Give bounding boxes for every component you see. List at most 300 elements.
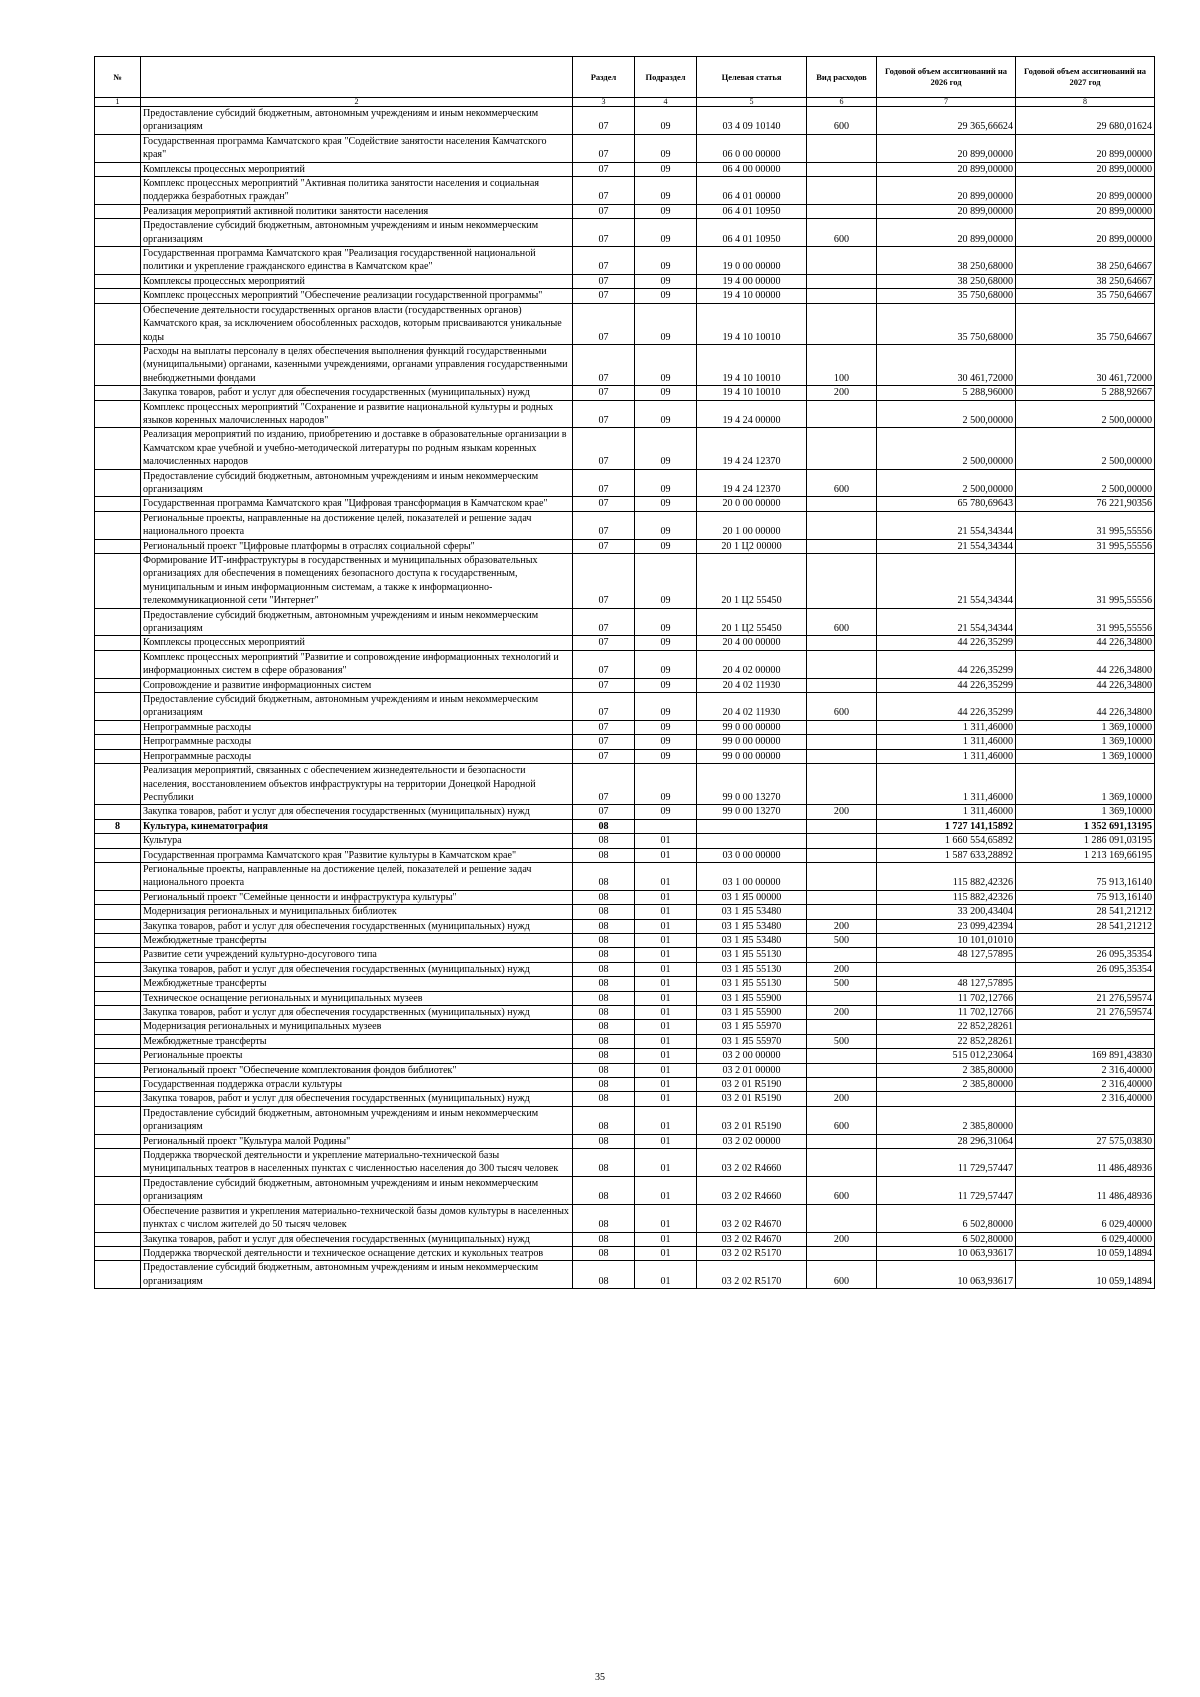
table-row: [95, 693, 1155, 721]
expense-name: Закупка товаров, работ и услуг для обеспечения государственных (муниципальных) нужд: [141, 805, 573, 819]
amount-2027: 20 899,00000: [1016, 134, 1155, 162]
target-article-code: 19 0 00 00000: [697, 247, 807, 275]
subsection-code: 09: [635, 539, 697, 553]
subsection-code: 01: [635, 948, 697, 962]
section-code: 08: [573, 933, 635, 947]
subsection-code: 09: [635, 162, 697, 176]
expense-name: Реализация мероприятий по изданию, приобретению и доставке в образовательные организации в Камчатском крае учебной и учебно-методической литературы по родным языкам коренных малочисленных народов: [141, 428, 573, 469]
table-row: [95, 511, 1155, 539]
row-number: [95, 1078, 141, 1092]
amount-2026: 35 750,68000: [877, 303, 1016, 344]
subsection-code: 09: [635, 693, 697, 721]
section-code: 08: [573, 1204, 635, 1232]
expense-name: Предоставление субсидий бюджетным, автономным учреждениям и иным некоммерческим организациям: [141, 1261, 573, 1289]
table-row: [95, 678, 1155, 692]
subsection-code: 09: [635, 735, 697, 749]
expense-name: Региональный проект "Цифровые платформы в отраслях социальной сферы": [141, 539, 573, 553]
expense-type-code: [807, 650, 877, 678]
target-article-code: 20 4 00 00000: [697, 636, 807, 650]
amount-2027: 1 369,10000: [1016, 720, 1155, 734]
amount-2027: 6 029,40000: [1016, 1232, 1155, 1246]
column-number: 7: [877, 98, 1016, 107]
section-code: 08: [573, 1049, 635, 1063]
expense-type-code: [807, 1149, 877, 1177]
section-code: 07: [573, 274, 635, 288]
target-article-code: 06 4 01 00000: [697, 177, 807, 205]
amount-2026: 2 500,00000: [877, 428, 1016, 469]
section-code: 07: [573, 693, 635, 721]
expense-type-code: [807, 162, 877, 176]
row-number: [95, 834, 141, 848]
target-article-code: 20 1 Ц2 00000: [697, 539, 807, 553]
table-row: [95, 289, 1155, 303]
amount-2026: 1 727 141,15892: [877, 819, 1016, 833]
expense-name: Комплекс процессных мероприятий "Активная политика занятости населения и социальная поддержка безработных граждан": [141, 177, 573, 205]
amount-2027: 10 059,14894: [1016, 1261, 1155, 1289]
amount-2027: 38 250,64667: [1016, 274, 1155, 288]
expense-type-code: [807, 1063, 877, 1077]
amount-2026: 30 461,72000: [877, 344, 1016, 385]
target-article-code: 19 4 00 00000: [697, 274, 807, 288]
table-row: [95, 1106, 1155, 1134]
target-article-code: [697, 819, 807, 833]
subsection-code: 09: [635, 497, 697, 511]
amount-2027: 75 913,16140: [1016, 862, 1155, 890]
row-number: [95, 1149, 141, 1177]
row-number: [95, 497, 141, 511]
amount-2027: 27 575,03830: [1016, 1134, 1155, 1148]
target-article-code: 03 2 02 R4660: [697, 1149, 807, 1177]
section-code: 07: [573, 749, 635, 763]
expense-type-code: [807, 1078, 877, 1092]
amount-2026: 1 311,46000: [877, 735, 1016, 749]
amount-2027: 30 461,72000: [1016, 344, 1155, 385]
row-number: [95, 1092, 141, 1106]
subsection-code: 09: [635, 720, 697, 734]
section-code: 08: [573, 1261, 635, 1289]
row-number: [95, 1006, 141, 1020]
expense-type-code: [807, 539, 877, 553]
amount-2026: 2 385,80000: [877, 1078, 1016, 1092]
target-article-code: 19 4 24 12370: [697, 469, 807, 497]
table-row: [95, 720, 1155, 734]
expense-type-code: [807, 1020, 877, 1034]
expense-name: Государственная программа Камчатского края "Реализация государственной национальной политики и укрепление гражданского единства в Камчатском крае": [141, 247, 573, 275]
target-article-code: 03 4 09 10140: [697, 107, 807, 135]
table-row: [95, 819, 1155, 833]
table-row: [95, 1049, 1155, 1063]
amount-2027: 44 226,34800: [1016, 650, 1155, 678]
expense-name: Региональный проект "Семейные ценности и инфраструктура культуры": [141, 890, 573, 904]
row-number: [95, 636, 141, 650]
subsection-code: 09: [635, 749, 697, 763]
row-number: [95, 1106, 141, 1134]
table-row: [95, 1063, 1155, 1077]
table-row: [95, 862, 1155, 890]
subsection-code: 09: [635, 344, 697, 385]
expense-type-code: [807, 289, 877, 303]
subsection-code: 09: [635, 554, 697, 609]
subsection-code: 09: [635, 204, 697, 218]
row-number: [95, 991, 141, 1005]
row-number: [95, 905, 141, 919]
amount-2027: 6 029,40000: [1016, 1204, 1155, 1232]
row-number: [95, 177, 141, 205]
section-code: 08: [573, 1006, 635, 1020]
budget-sheet: [94, 56, 1154, 1289]
amount-2027: 28 541,21212: [1016, 919, 1155, 933]
amount-2026: 5 288,96000: [877, 386, 1016, 400]
target-article-code: 19 4 10 10010: [697, 386, 807, 400]
section-code: 08: [573, 1078, 635, 1092]
expense-name: Комплексы процессных мероприятий: [141, 162, 573, 176]
expense-name: Региональные проекты: [141, 1049, 573, 1063]
amount-2027: 44 226,34800: [1016, 678, 1155, 692]
section-code: 07: [573, 497, 635, 511]
subsection-code: 09: [635, 636, 697, 650]
amount-2027: 75 913,16140: [1016, 890, 1155, 904]
expense-type-code: 600: [807, 469, 877, 497]
row-number: [95, 134, 141, 162]
section-code: 08: [573, 1134, 635, 1148]
amount-2026: 6 502,80000: [877, 1204, 1016, 1232]
target-article-code: 06 4 00 00000: [697, 162, 807, 176]
section-code: 08: [573, 862, 635, 890]
amount-2026: 38 250,68000: [877, 247, 1016, 275]
table-row: [95, 977, 1155, 991]
expense-name: Формирование ИТ-инфраструктуры в государственных и муниципальных образовательных организациях для обеспечения в помещениях безопасного доступа к государственным, муниципальным и иным информационным системам, а также к информационно-телекоммуникационной сети "Интернет": [141, 554, 573, 609]
amount-2026: 35 750,68000: [877, 289, 1016, 303]
table-row: [95, 469, 1155, 497]
row-number: [95, 608, 141, 636]
target-article-code: 03 1 Я5 55130: [697, 948, 807, 962]
target-article-code: 03 1 Я5 53480: [697, 919, 807, 933]
section-code: 07: [573, 608, 635, 636]
target-article-code: 06 4 01 10950: [697, 219, 807, 247]
row-number: [95, 274, 141, 288]
table-row: [95, 177, 1155, 205]
expense-name: Комплекс процессных мероприятий "Обеспечение реализации государственной программы": [141, 289, 573, 303]
amount-2026: 2 500,00000: [877, 400, 1016, 428]
section-code: 07: [573, 134, 635, 162]
subsection-code: 09: [635, 289, 697, 303]
amount-2026: 44 226,35299: [877, 650, 1016, 678]
expense-type-code: [807, 554, 877, 609]
subsection-code: 01: [635, 1006, 697, 1020]
expense-type-code: [807, 274, 877, 288]
row-number: [95, 890, 141, 904]
expense-type-code: [807, 948, 877, 962]
expense-name: Закупка товаров, работ и услуг для обеспечения государственных (муниципальных) нужд: [141, 1232, 573, 1246]
expense-name: Государственная программа Камчатского края "Развитие культуры в Камчатском крае": [141, 848, 573, 862]
row-number: [95, 107, 141, 135]
amount-2027: 26 095,35354: [1016, 962, 1155, 976]
section-code: 07: [573, 107, 635, 135]
row-number: [95, 386, 141, 400]
amount-2027: 31 995,55556: [1016, 554, 1155, 609]
amount-2026: 21 554,34344: [877, 554, 1016, 609]
amount-2026: 20 899,00000: [877, 219, 1016, 247]
amount-2027: 2 316,40000: [1016, 1078, 1155, 1092]
subsection-code: 01: [635, 1204, 697, 1232]
expense-name: Модернизация региональных и муниципальных библиотек: [141, 905, 573, 919]
expense-name: Непрограммные расходы: [141, 720, 573, 734]
section-code: 07: [573, 469, 635, 497]
expense-name: Предоставление субсидий бюджетным, автономным учреждениям и иным некоммерческим организациям: [141, 608, 573, 636]
amount-2027: 35 750,64667: [1016, 289, 1155, 303]
expense-name: Реализация мероприятий активной политики занятости населения: [141, 204, 573, 218]
expense-type-code: [807, 1246, 877, 1260]
target-article-code: 03 2 01 R5190: [697, 1092, 807, 1106]
target-article-code: 03 2 01 R5190: [697, 1078, 807, 1092]
header-subsection: Подраздел: [635, 57, 697, 98]
expense-name: Непрограммные расходы: [141, 749, 573, 763]
expense-name: Комплексы процессных мероприятий: [141, 274, 573, 288]
subsection-code: 09: [635, 219, 697, 247]
target-article-code: 99 0 00 00000: [697, 735, 807, 749]
amount-2026: 20 899,00000: [877, 204, 1016, 218]
expense-name: Государственная программа Камчатского края "Цифровая трансформация в Камчатском крае": [141, 497, 573, 511]
subsection-code: 01: [635, 834, 697, 848]
section-code: 07: [573, 400, 635, 428]
subsection-code: 01: [635, 1063, 697, 1077]
table-row: [95, 890, 1155, 904]
table-row: [95, 948, 1155, 962]
amount-2026: 515 012,23064: [877, 1049, 1016, 1063]
amount-2026: 44 226,35299: [877, 678, 1016, 692]
table-row: [95, 1232, 1155, 1246]
expense-type-code: [807, 720, 877, 734]
table-row: [95, 219, 1155, 247]
expense-name: Комплекс процессных мероприятий "Развитие и сопровождение информационных технологий и информационных систем в сфере образования": [141, 650, 573, 678]
amount-2027: 35 750,64667: [1016, 303, 1155, 344]
expense-type-code: [807, 819, 877, 833]
row-number: [95, 554, 141, 609]
row-number: [95, 400, 141, 428]
target-article-code: 03 1 Я5 55900: [697, 1006, 807, 1020]
amount-2026: 11 729,57447: [877, 1176, 1016, 1204]
expense-name: Развитие сети учреждений культурно-досугового типа: [141, 948, 573, 962]
target-article-code: 03 2 02 R5170: [697, 1261, 807, 1289]
target-article-code: 03 2 02 R4670: [697, 1232, 807, 1246]
amount-2026: 2 500,00000: [877, 469, 1016, 497]
column-number: 1: [95, 98, 141, 107]
section-code: 08: [573, 1246, 635, 1260]
section-code: 07: [573, 219, 635, 247]
expense-type-code: 100: [807, 344, 877, 385]
amount-2026: 22 852,28261: [877, 1020, 1016, 1034]
expense-type-code: 600: [807, 693, 877, 721]
subsection-code: 09: [635, 805, 697, 819]
expense-type-code: [807, 1049, 877, 1063]
target-article-code: 03 2 02 R4660: [697, 1176, 807, 1204]
expense-type-code: [807, 905, 877, 919]
target-article-code: 03 2 02 R4670: [697, 1204, 807, 1232]
row-number: [95, 219, 141, 247]
amount-2026: 1 311,46000: [877, 749, 1016, 763]
amount-2027: 20 899,00000: [1016, 177, 1155, 205]
amount-2027: 21 276,59574: [1016, 991, 1155, 1005]
expense-name: Непрограммные расходы: [141, 735, 573, 749]
amount-2026: 21 554,34344: [877, 608, 1016, 636]
expense-type-code: 600: [807, 1176, 877, 1204]
target-article-code: 20 0 00 00000: [697, 497, 807, 511]
subsection-code: 01: [635, 1092, 697, 1106]
expense-type-code: [807, 834, 877, 848]
target-article-code: 03 2 02 00000: [697, 1134, 807, 1148]
amount-2027: 44 226,34800: [1016, 693, 1155, 721]
subsection-code: 09: [635, 134, 697, 162]
target-article-code: 19 4 10 10010: [697, 344, 807, 385]
row-number: [95, 1034, 141, 1048]
row-number: [95, 1204, 141, 1232]
section-code: 08: [573, 1232, 635, 1246]
expense-type-code: 600: [807, 608, 877, 636]
table-row: [95, 1134, 1155, 1148]
row-number: [95, 1049, 141, 1063]
expense-type-code: [807, 497, 877, 511]
page-number: 35: [595, 1672, 605, 1683]
table-row: [95, 386, 1155, 400]
table-row: [95, 905, 1155, 919]
amount-2027: 1 352 691,13195: [1016, 819, 1155, 833]
target-article-code: 03 2 02 R5170: [697, 1246, 807, 1260]
amount-2027: 1 369,10000: [1016, 749, 1155, 763]
column-number: 2: [141, 98, 573, 107]
subsection-code: 01: [635, 919, 697, 933]
section-code: 07: [573, 177, 635, 205]
table-row: [95, 554, 1155, 609]
table-row: [95, 428, 1155, 469]
amount-2027: [1016, 1020, 1155, 1034]
target-article-code: 20 4 02 11930: [697, 693, 807, 721]
amount-2026: 20 899,00000: [877, 162, 1016, 176]
amount-2027: 2 500,00000: [1016, 469, 1155, 497]
amount-2027: [1016, 1034, 1155, 1048]
amount-2026: 1 660 554,65892: [877, 834, 1016, 848]
target-article-code: 03 1 Я5 55130: [697, 962, 807, 976]
table-row: [95, 834, 1155, 848]
amount-2026: [877, 1092, 1016, 1106]
expense-type-code: [807, 636, 877, 650]
target-article-code: 19 4 10 00000: [697, 289, 807, 303]
expense-name: Закупка товаров, работ и услуг для обеспечения государственных (муниципальных) нужд: [141, 919, 573, 933]
table-row: [95, 991, 1155, 1005]
row-number: [95, 162, 141, 176]
row-number: [95, 511, 141, 539]
amount-2026: 1 311,46000: [877, 764, 1016, 805]
amount-2027: 10 059,14894: [1016, 1246, 1155, 1260]
table-row: [95, 274, 1155, 288]
amount-2027: 2 500,00000: [1016, 400, 1155, 428]
subsection-code: 09: [635, 386, 697, 400]
section-code: 07: [573, 720, 635, 734]
table-row: [95, 539, 1155, 553]
row-number: [95, 962, 141, 976]
subsection-code: 01: [635, 933, 697, 947]
table-row: [95, 764, 1155, 805]
subsection-code: 01: [635, 1049, 697, 1063]
amount-2027: 169 891,43830: [1016, 1049, 1155, 1063]
amount-2027: 2 500,00000: [1016, 428, 1155, 469]
expense-type-code: [807, 1134, 877, 1148]
expense-name: Предоставление субсидий бюджетным, автономным учреждениям и иным некоммерческим организациям: [141, 693, 573, 721]
row-number: [95, 1020, 141, 1034]
subsection-code: 09: [635, 678, 697, 692]
section-code: 08: [573, 890, 635, 904]
section-code: 07: [573, 554, 635, 609]
subsection-code: 01: [635, 1232, 697, 1246]
amount-2027: 20 899,00000: [1016, 219, 1155, 247]
table-row: [95, 735, 1155, 749]
section-code: 08: [573, 962, 635, 976]
expense-type-code: [807, 862, 877, 890]
row-number: [95, 1176, 141, 1204]
amount-2026: 65 780,69643: [877, 497, 1016, 511]
table-row: [95, 805, 1155, 819]
expense-type-code: 200: [807, 386, 877, 400]
target-article-code: 06 0 00 00000: [697, 134, 807, 162]
section-code: 07: [573, 303, 635, 344]
subsection-code: 09: [635, 177, 697, 205]
subsection-code: 09: [635, 428, 697, 469]
expense-type-code: 200: [807, 1006, 877, 1020]
target-article-code: 20 4 02 00000: [697, 650, 807, 678]
table-row: [95, 1078, 1155, 1092]
subsection-code: 09: [635, 650, 697, 678]
section-code: 07: [573, 805, 635, 819]
table-row: [95, 636, 1155, 650]
expense-name: Закупка товаров, работ и услуг для обеспечения государственных (муниципальных) нужд: [141, 1006, 573, 1020]
target-article-code: 99 0 00 00000: [697, 749, 807, 763]
amount-2027: 31 995,55556: [1016, 608, 1155, 636]
table-row: [95, 962, 1155, 976]
section-code: 07: [573, 289, 635, 303]
expense-name: Предоставление субсидий бюджетным, автономным учреждениям и иным некоммерческим организациям: [141, 1176, 573, 1204]
amount-2027: 28 541,21212: [1016, 905, 1155, 919]
expense-name: Межбюджетные трансферты: [141, 1034, 573, 1048]
expense-name: Сопровождение и развитие информационных систем: [141, 678, 573, 692]
expense-name: Предоставление субсидий бюджетным, автономным учреждениям и иным некоммерческим организациям: [141, 107, 573, 135]
expense-type-code: [807, 749, 877, 763]
target-article-code: 19 4 24 12370: [697, 428, 807, 469]
header-section: Раздел: [573, 57, 635, 98]
amount-2027: 1 369,10000: [1016, 805, 1155, 819]
amount-2027: 31 995,55556: [1016, 511, 1155, 539]
row-number: [95, 469, 141, 497]
expense-name: Региональный проект "Обеспечение комплектования фондов библиотек": [141, 1063, 573, 1077]
table-row: [95, 1020, 1155, 1034]
amount-2026: 1 587 633,28892: [877, 848, 1016, 862]
expense-name: Государственная поддержка отрасли культуры: [141, 1078, 573, 1092]
amount-2026: 1 311,46000: [877, 720, 1016, 734]
amount-2027: [1016, 933, 1155, 947]
expense-name: Комплексы процессных мероприятий: [141, 636, 573, 650]
subsection-code: 01: [635, 977, 697, 991]
section-code: 07: [573, 247, 635, 275]
row-number: [95, 749, 141, 763]
section-code: 07: [573, 204, 635, 218]
expense-name: Межбюджетные трансферты: [141, 977, 573, 991]
target-article-code: 99 0 00 00000: [697, 720, 807, 734]
expense-type-code: [807, 848, 877, 862]
header-name: [141, 57, 573, 98]
expense-type-code: [807, 134, 877, 162]
row-number: [95, 303, 141, 344]
section-code: 07: [573, 735, 635, 749]
row-number: [95, 247, 141, 275]
subsection-code: 09: [635, 608, 697, 636]
